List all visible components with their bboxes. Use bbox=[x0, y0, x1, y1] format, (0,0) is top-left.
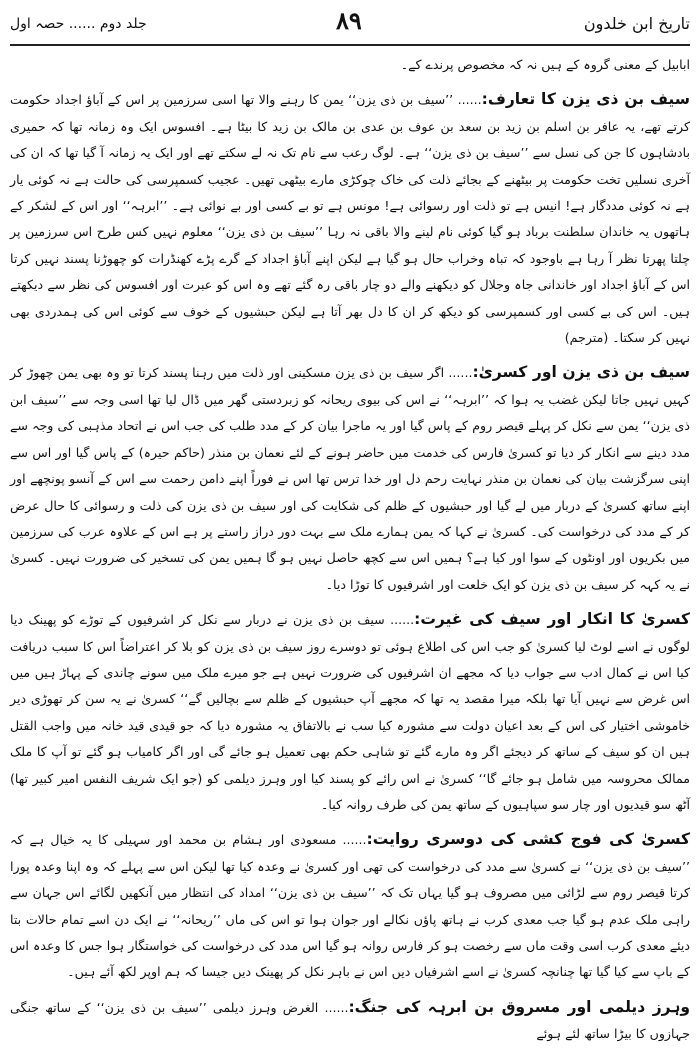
paragraph-saif-intro bbox=[10, 86, 690, 351]
page-body bbox=[10, 52, 690, 1056]
section-heading: کسریٰ کا انکار اور سیف کی غیرت: bbox=[414, 610, 690, 629]
section-heading: سیف بن ذی یزن اور کسریٰ: bbox=[472, 363, 690, 382]
section-heading: سیف بن ذی یزن کا تعارف: bbox=[481, 90, 690, 109]
paragraph-second-narration bbox=[10, 826, 690, 985]
paragraph-text: ...... الغرض وہرز دیلمی ’’سیف بن ذی یزن‘‘ کے ساتھ جنگی جہازوں کا بیڑا ساتھ لئے ہوئے bbox=[10, 999, 690, 1042]
page-header bbox=[10, 4, 690, 48]
section-heading: وہرز دیلمی اور مسروق بن ابرہہ کی جنگ: bbox=[348, 997, 690, 1016]
page-number: ۸۹ bbox=[336, 6, 362, 35]
paragraph-intro bbox=[10, 52, 690, 78]
volume-label: جلد دوم ...... حصہ اول bbox=[10, 16, 147, 32]
book-page bbox=[10, 0, 690, 1042]
paragraph-text: ...... مسعودی اور ہشام بن محمد اور سہیلی کا یہ خیال ہے کہ ’’سیف بن ذی یزن‘‘ نے کسریٰ سے مدد کی درخواست کی تھی اور کسریٰ نے وعدہ کیا تھا لیکن اس سے پہلے کہ وہ اپنا وعدہ پورا کرتا قیصر روم سے لڑائی میں مصروف ہو گیا یہاں تک کہ ’’سیف بن ذی یزن‘‘ امداد کی انتظار میں آنکھیں لگائے اس جہان سے راہی ملک عدم ہو گیا جب معدی کرب نے ہاتھ پاؤں نکالے اور جوان ہوا تو اس کی ماں ’’ریحانہ‘‘ نے ایک دن اسے تمام حالات بتا دیئے معدی کرب اسی وقت ماں سے رخصت ہو کر فارس روانہ ہو گیا اس مدد کی درخواست کی خواستگار ہوا جس کا وعدہ اس کے باپ سے کیا گیا تھا چنانچہ کسریٰ نے اسے اشرفیاں دیں اس نے باہر نکل کر پھینک دیں جیسا کہ ہم اوپر لکھ آئے ہیں۔ bbox=[10, 832, 690, 980]
book-title: تاریخ ابن خلدون bbox=[583, 14, 690, 33]
paragraph-wahriz-battle bbox=[10, 994, 690, 1048]
paragraph-kisra-refusal bbox=[10, 606, 690, 818]
section-heading: کسریٰ کی فوج کشی کی دوسری روایت: bbox=[366, 830, 690, 849]
paragraph-text: ...... اگر سیف بن ذی یزن مسکینی اور ذلت میں رہنا پسند کرتا تو وہ بھی یمن چھوڑ کر کہیں نہیں جاتا لیکن غضب یہ ہوا کہ ’’ابرہہ‘‘ نے اس کی بیوی ریحانہ کو زبردستی گھر میں ڈال لیا تھا اسی وجہ سے ’’سیف ابن ذی یزن‘‘ یمن سے نکل کر پہلے قیصر روم کے پاس گیا اور یہ ماجرا بیان کر کے مدد طلب کی جب اس نے اتحاد مذہبی کی وجہ سے مدد دینے سے انکار کر دیا تو کسریٰ فارس کی خدمت میں حاضر ہونے کے لئے نعمان بن منذر (حاکم حیرہ) کے پاس گیا اور اس سے اپنی سرگزشت بیان کی نعمان بن منذر نہایت رحم دل اور خدا ترس تھا اس نے فوراً اپنے دامن رحمت سے اس کے آنسو پونچھے اور اپنے ساتھ کسریٰ کے دربار میں لے گیا اور حبشیوں کے ظلم کی شکایت کی اور سیف بن ذی یزن کی ذلت و رسوائی کا حال عرض کر کے مدد کی درخواست کی۔ کسریٰ نے کہا کہ یمن ہمارے ملک سے بہت دور دراز راستے پر ہے اس کے علاوہ عرب کی سرزمین میں بکریوں اور اونٹوں کے سوا اور کیا ہے؟ ہمیں اس سے کچھ حاصل نہیں ہو گا ہمیں یمن کی تسخیر کی ضرورت نہیں۔ کسریٰ نے یہ کہہ کر سیف بن ذی یزن کو ایک خلعت اور اشرفیوں کا توڑا دیا۔ bbox=[10, 365, 690, 592]
paragraph-text: ابابیل کے معنی گروہ کے ہیں نہ کہ مخصوص پرندے کے۔ bbox=[400, 57, 690, 72]
paragraph-text: ...... سیف بن ذی یزن نے دربار سے نکل کر اشرفیوں کے توڑے کو پھینک دیا لوگوں نے اسے لوٹ لیا کسریٰ کو جب اس کی اطلاع ہوئی تو دوسرے روز سیف بن ذی یزن کو بلا کر اعتراضاً اس کا سبب دریافت کیا اس نے کمال ادب سے جواب دیا کہ مجھے ان اشرفیوں کی ضرورت نہیں ہے جو میرے ملک میں سونے چاندی کے پہاڑ ہیں میں اس غرض سے نہیں آیا تھا بلکہ میرا مقصد یہ تھا کہ مجھے آپ حبشیوں کے ظلم سے بچالیں گے‘‘ کسریٰ نے یہ سن کر تھوڑی دیر خاموشی اختیار کی اس کے بعد اعیان دولت سے مشورہ کیا سب نے بالاتفاق یہ مشورہ دیا کہ جو قیدی قید خانہ میں واجب القتل ہیں ان کو سیف کے ساتھ کر دیجئے اگر وہ مارے گئے تو شاہی حکم بھی تعمیل ہو جائے گی اور اگر کامیاب ہو گئے تو آپ کا ملک ممالک محروسہ میں شامل ہو جائے گا‘‘ کسریٰ نے اس رائے کو پسند کیا اور وہرز دیلمی کو (جو ایک شریف النفس امیر کبیر تھا) آٹھ سو قیدیوں اور چار سو سپاہیوں کے ساتھ یمن کی طرف روانہ کیا۔ bbox=[10, 612, 690, 812]
header-divider bbox=[10, 44, 690, 46]
paragraph-saif-kisra bbox=[10, 359, 690, 598]
paragraph-text: ...... ’’سیف بن ذی یزن‘‘ یمن کا رہنے والا تھا اسی سرزمین پر اس کے آباؤ اجداد حکومت کرتے تھے، یہ عافر بن اسلم بن زید بن سعد بن عوف بن عدی بن مالک بن زید کا بیٹا ہے۔ افسوس ایک وہ زمانہ تھا کہ حمیری بادشاہوں کا جن کی نسل سے ’’سیف بن ذی یزن‘‘ ہے۔ لوگ رعب سے نام تک نہ لے سکتے تھے اور ایک یہ زمانہ آ گیا تھا کہ ان کی آخری نسلیں تخت حکومت پر بیٹھنے کے بجائے ذلت کی خاک چوکڑی مارے بیٹھی تھیں۔ عجیب کسمپرسی کی حالت ہے نہ کوئی یار ہے نہ کوئی مددگار ہے! انیس ہے تو ذلت اور رسوائی ہے! مونس ہے تو بے کسی اور بے نوائی ہے۔ ’’ابرہہ‘‘ اور اس کے لشکر کے ہاتھوں یہ خاندان سلطنت برباد ہو گیا کوئی نام لینے والا باقی نہ رہا ’’سیف بن ذی یزن‘‘ معلوم نہیں کس طرح اس سرزمین پر چلتا پھرتا نظر آ رہا ہے باوجود کہ تباہ وخراب حال ہو گیا ہے لیکن اپنے آباؤ اجداد کے گرے پڑے کھنڈرات کو چھوڑنا پسند نہیں کرتا اس کے آباؤ اجداد اور خاندانی جاہ وجلال کو دیکھنے والے دو چار باقی رہ گئے تھے وہ اس کو عبرت اور افسوس کی نظر سے دیکھتے ہیں۔ اس کی بے کسی اور کسمپرسی کو دیکھ کر ان کا دل بھر آتا ہے لیکن حبشیوں کے خوف سے کوئی اس کی ہمدردی بھی نہیں کر سکتا۔ (مترجم) bbox=[10, 92, 690, 346]
